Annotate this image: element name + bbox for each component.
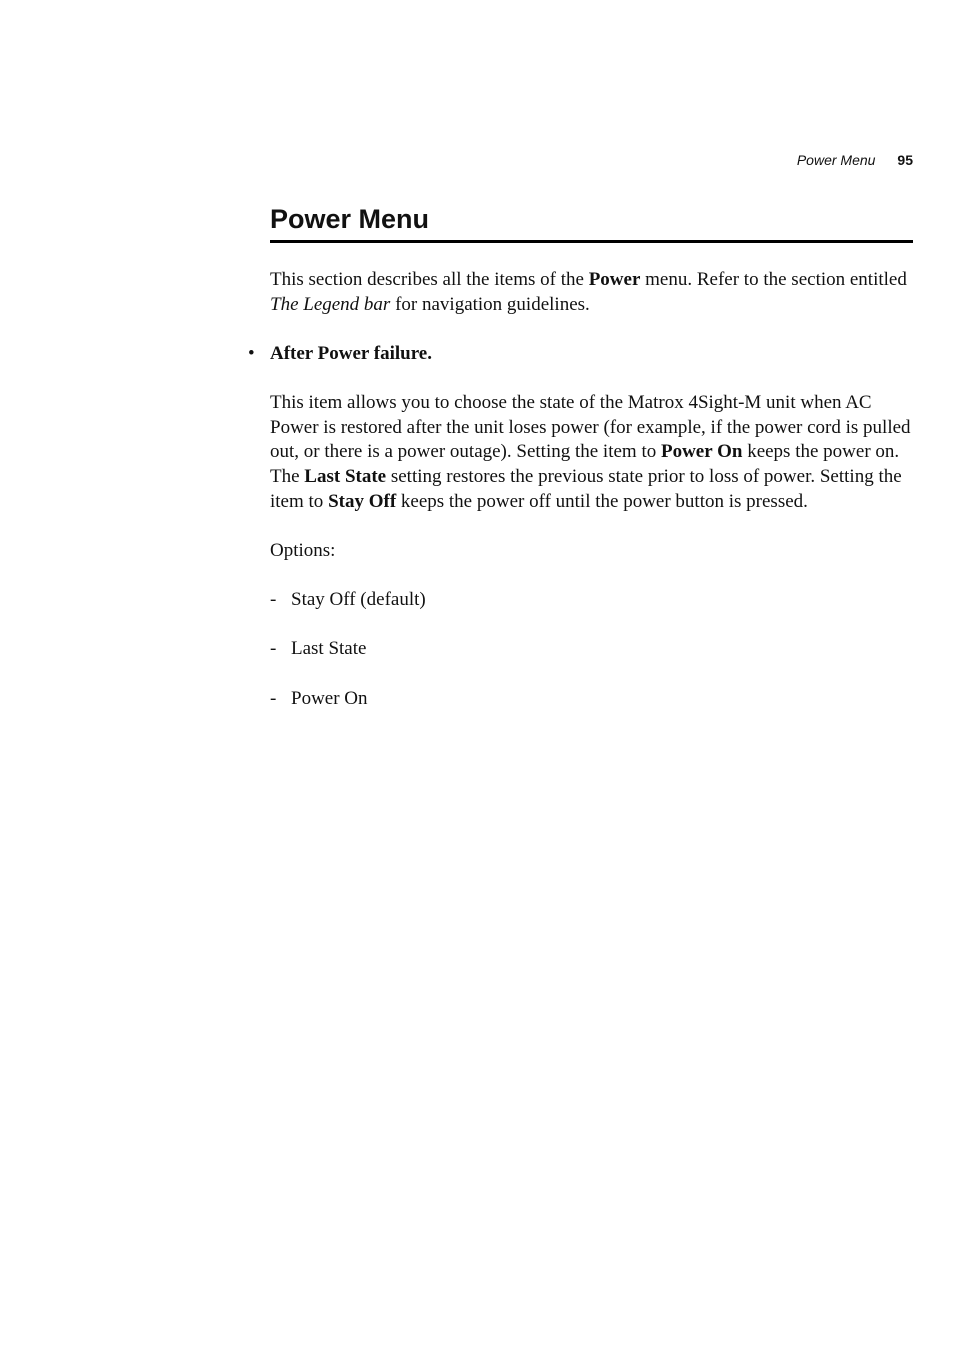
running-header: [797, 151, 913, 169]
option-label: Power On: [291, 688, 368, 709]
option-dash: -: [270, 589, 277, 610]
desc-power-on-bold: Power On: [660, 441, 743, 463]
running-header-section: Power Menu: [796, 152, 876, 168]
desc-text-4: keeps the power off until the power button is pressed.: [396, 490, 808, 512]
bullet-icon: •: [248, 343, 255, 364]
page-title: Power Menu: [270, 204, 430, 234]
option-item: [270, 588, 426, 613]
option-item: [270, 637, 366, 662]
bullet-item-after-power-failure: [248, 342, 432, 367]
description-paragraph: [270, 391, 913, 515]
option-label: Last State: [291, 638, 367, 659]
intro-legend-bar-ref: The Legend bar: [270, 293, 391, 315]
intro-text-1: This section describes all the items of the: [270, 269, 589, 290]
intro-power-bold: Power: [588, 269, 641, 290]
intro-text-2: menu. Refer to the section entitled: [640, 269, 907, 290]
intro-paragraph: [270, 268, 913, 317]
option-item: [270, 687, 368, 712]
option-label: Stay Off (default): [291, 589, 426, 610]
desc-text-2: keeps the power on. The: [270, 441, 900, 488]
title-rule: [270, 240, 913, 243]
bullet-label: After Power failure.: [270, 343, 432, 364]
option-dash: -: [270, 688, 277, 709]
desc-last-state-bold: Last State: [304, 466, 387, 488]
intro-text-3: for navigation guidelines.: [390, 293, 590, 315]
desc-text-1: This item allows you to choose the state of the Matrox 4Sight-M unit when AC Power is restored after the unit loses power (for example, if the power cord is pulled out, or there is a power outage). Setting the item to: [270, 392, 911, 463]
desc-text-3: setting restores the previous state prior to loss of power. Setting the item to: [270, 466, 902, 512]
desc-stay-off-bold: Stay Off: [328, 490, 397, 512]
options-label: Options:: [270, 540, 336, 561]
option-dash: -: [270, 638, 277, 659]
page-number: 95: [897, 152, 913, 168]
